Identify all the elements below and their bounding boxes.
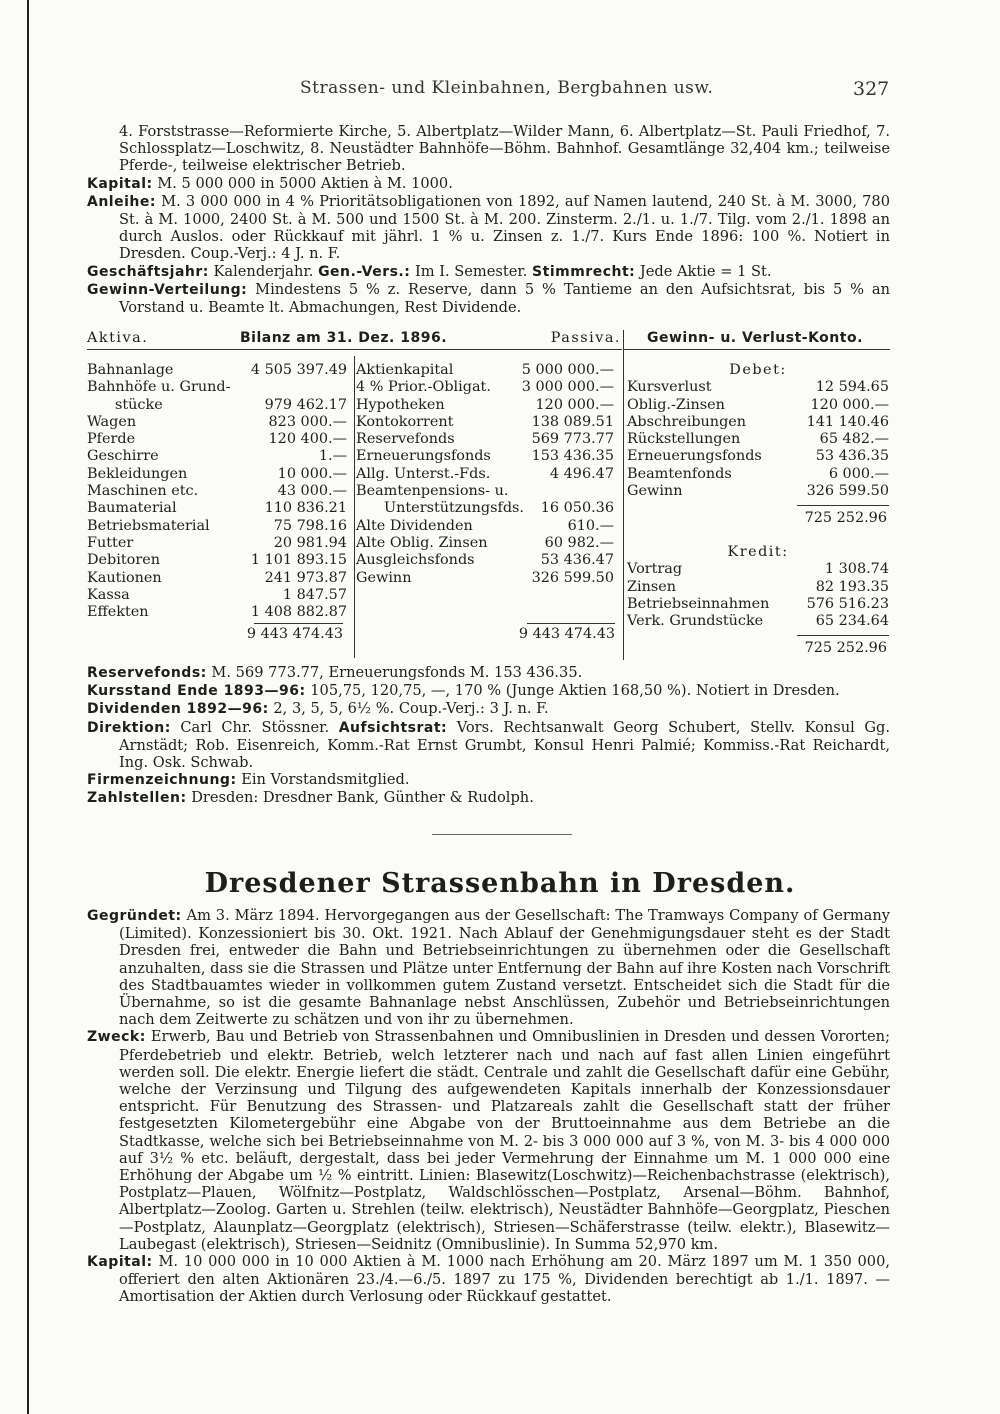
kapital2-text: M. 10 000 000 in 10 000 Aktien à M. 1000 nach Erhöhung am 20. März 1897 um M. 1 350 000, offeriert den alten Aktionären 23./4.—6./5. 1897 zu 175 %, Dividenden berechtigt ab 1./1. 1897. — Amortisation der Aktien durch Verlosung oder Rückkauf gestattet. (119, 1253, 891, 1306)
debet-row (627, 483, 889, 500)
direktion-entry (87, 719, 890, 772)
passiva-row (356, 397, 614, 414)
aktiva-row (87, 483, 347, 500)
kredit-label: Kredit: (727, 544, 789, 560)
debet-row (627, 431, 889, 448)
aktiva-column (87, 362, 347, 621)
debet-total (777, 510, 887, 527)
geschaeftsjahr-label: Geschäftsjahr: (87, 263, 209, 280)
guv-header (647, 330, 890, 347)
aktiva-total-value: 9 443 474.43 (246, 626, 343, 642)
dividenden-text: 2, 3, 5, 5, 6½ %. Coup.-Verj.: 3 J. n. F. (273, 700, 549, 718)
aktiva-row-label: Kassa (87, 586, 130, 603)
gewinn-verteilung-label: Gewinn-Verteilung: (87, 281, 248, 298)
debet-row-value: 53 436.35 (815, 448, 889, 465)
stimmrecht-text: Jede Aktie = 1 St. (639, 262, 772, 280)
aktiva-row (87, 362, 347, 379)
running-header (0, 76, 1000, 106)
aktiva-row (87, 414, 347, 431)
aktiva-row-value: 1 847.57 (282, 586, 347, 603)
aktiva-row-value: 120 400.— (268, 431, 347, 448)
passiva-row-label: Beamtenpensions- u. (356, 483, 509, 500)
passiva-row (356, 448, 614, 465)
passiva-row-value: 153 436.35 (531, 448, 614, 465)
debet-row-value: 6 000.— (828, 465, 889, 482)
kredit-row-label: Vortrag (627, 561, 683, 578)
debet-total-value: 725 252.96 (804, 510, 887, 526)
bilanz-title: Bilanz am 31. Dez. 1896. (240, 330, 448, 346)
aktiva-row-value: 110 836.21 (264, 500, 347, 517)
guv-title: Gewinn- u. Verlust-Konto. (647, 330, 863, 346)
debet-row (627, 448, 889, 465)
aktiva-row-label: Bahnanlage (87, 362, 174, 378)
zahlstellen-entry (87, 789, 890, 807)
passiva-row-label: 4 % Prior.-Obligat. (356, 379, 491, 396)
aktiva-row-label: Bahnhöfe u. Grund- (87, 379, 231, 396)
aktiva-row (87, 397, 347, 414)
passiva-row (356, 362, 614, 379)
reservefonds-text: M. 569 773.77, Erneuerungsfonds M. 153 436.35. (211, 664, 583, 681)
passiva-row-label: Kontokorrent (356, 413, 454, 430)
kredit-total (777, 640, 887, 657)
kapital-entry (87, 175, 890, 193)
gegruendet-entry (87, 907, 890, 1028)
section-separator (432, 834, 572, 835)
debet-row-value: 326 599.50 (806, 483, 889, 500)
aktiva-row-label: Pferde (87, 431, 136, 448)
kredit-row (627, 613, 889, 630)
anleihe-entry (87, 193, 890, 263)
gegruendet-label: Gegründet: (87, 908, 182, 924)
zahlstellen-label: Zahlstellen: (87, 790, 187, 807)
company1-details (87, 123, 890, 316)
direktion-text: Carl Chr. Stössner. (180, 718, 330, 736)
passiva-row-value: 610.— (567, 517, 614, 534)
company1-footer (87, 664, 890, 808)
aktiva-row (87, 448, 347, 465)
kredit-row (627, 561, 889, 578)
aufsichtsrat-label: Aufsichtsrat: (338, 719, 448, 736)
kredit-row (627, 596, 889, 613)
passiva-row (356, 535, 614, 552)
passiva-row-label: Ausgleichsfonds (356, 552, 475, 569)
debet-row-value: 141 140.46 (806, 413, 889, 430)
aktiva-row-value: 823 000.— (268, 413, 347, 430)
passiva-total-rule (527, 623, 615, 624)
dividenden-label: Dividenden 1892—96: (87, 701, 269, 718)
bilanz-top-rule (87, 349, 622, 350)
debet-row (627, 397, 889, 414)
aktiva-row-value: 1 408 882.87 (250, 604, 347, 621)
geschaeftsjahr-text: Kalenderjahr. (213, 262, 314, 280)
kredit-row-label: Betriebseinnahmen (627, 595, 770, 612)
passiva-row-value: 3 000 000.— (521, 379, 614, 396)
reservefonds-entry (87, 664, 890, 682)
balance-sheet (87, 330, 890, 660)
debet-row-label: Beamtenfonds (627, 465, 732, 482)
debet-row-label: Erneuerungsfonds (627, 448, 762, 465)
zweck-label: Zweck: (87, 1029, 146, 1046)
passiva-row-label: Aktienkapital (356, 362, 454, 378)
aktiva-row (87, 552, 347, 569)
kredit-row (627, 579, 889, 596)
debet-row (627, 379, 889, 396)
passiva-row-label: Hypotheken (356, 396, 445, 413)
debet-row (627, 466, 889, 483)
kapital2-label: Kapital: (87, 1254, 153, 1271)
header-title: Strassen- und Kleinbahnen, Bergbahnen usw. (300, 78, 714, 98)
debet-row-label: Kursverlust (627, 379, 712, 396)
kredit-rows (627, 561, 889, 630)
page-number: 327 (853, 78, 890, 100)
gewinn-verteilung-entry (87, 281, 890, 316)
bilanz-mid-rule (354, 356, 355, 658)
gegruendet-text: Am 3. März 1894. Hervorgegangen aus der Gesellschaft: The Tramways Company of Germany (Limited). Konzessioniert bis 30. Okt. 1921. Nach Ablauf der Genehmigungsdauer steht es der Stadt Dresden frei, entweder die Bahn und Betriebseinrichtungen zu übernehmen oder die Gesellschaft anzuhalten, dass sie die Strassen und Plätze unter Entfernung der Bahn auf ihre Kosten nach Vorschrift des Stadtbauamtes wieder in vollkommen gutem Zustand versetzt. Entscheidet sich die Stadt für die Übernahme, so ist die gesamte Bahnanlage nebst Anschlüssen, Zubehör und Betriebseinrichtungen nach dem Zeitwerte zu schätzen und von ihr zu übernehmen. (119, 907, 891, 1029)
aktiva-row (87, 466, 347, 483)
kapital2-entry (87, 1253, 890, 1306)
passiva-row-label: Gewinn (356, 569, 412, 586)
gewinn-verteilung-text: Mindestens 5 % z. Reserve, dann 5 % Tantieme an den Aufsichtsrat, bis 5 % an Vorstand u. Beamte lt. Abmachungen, Rest Dividende. (119, 280, 890, 317)
kredit-row-value: 1 308.74 (824, 561, 889, 578)
debet-section (627, 362, 889, 500)
kredit-row-label: Verk. Grundstücke (627, 613, 764, 630)
lines-paragraph: 4. Forststrasse—Reformierte Kirche, 5. Albertplatz—Wilder Mann, 6. Albertplatz—St. Pauli Friedhof, 7. Schlossplatz—Loschwitz, 8. Neustädter Bahnhöfe—Böhm. Bahnhof. Gesamtlänge 32,404 km.; teilweise Pferde-, teilweise elektrischer Betrieb. (119, 123, 890, 175)
firmenzeichnung-label: Firmenzeichnung: (87, 772, 237, 789)
passiva-row-value: 138 089.51 (531, 413, 614, 430)
page-margin-line (27, 0, 29, 1414)
aktiva-total-rule (254, 623, 343, 624)
kredit-row-value: 82 193.35 (815, 578, 889, 595)
firmenzeichnung-entry (87, 771, 890, 789)
aktiva-row-value: 43 000.— (277, 483, 347, 500)
kursstand-entry (87, 682, 890, 700)
aktiva-row-label: Debitoren (87, 552, 160, 569)
company2-title: Dresdener Strassenbahn in Dresden. (204, 868, 796, 899)
company2-details (87, 907, 890, 1306)
passiva-row-value: 60 982.— (544, 534, 614, 551)
zahlstellen-text: Dresden: Dresdner Bank, Günther & Rudolph. (191, 789, 534, 807)
aktiva-row-label: Effekten (87, 604, 149, 621)
aktiva-row-label: Geschirre (87, 448, 159, 465)
guv-divider (623, 330, 624, 660)
debet-rows (627, 379, 889, 500)
passiva-row-value: 5 000 000.— (521, 362, 614, 378)
debet-total-rule (797, 505, 889, 506)
debet-row-value: 12 594.65 (815, 379, 889, 396)
kredit-total-rule (797, 635, 889, 636)
passiva-total-value: 9 443 474.43 (518, 626, 615, 642)
aktiva-row (87, 518, 347, 535)
bilanz-header (87, 330, 621, 347)
aktiva-row-label: Betriebsmaterial (87, 517, 210, 534)
kapital-text: M. 5 000 000 in 5000 Aktien à M. 1000. (157, 174, 453, 192)
aktiva-row-value: 241 973.87 (264, 569, 347, 586)
aktiva-row (87, 535, 347, 552)
debet-row-value: 65 482.— (819, 431, 889, 448)
debet-row (627, 414, 889, 431)
aktiva-row-label: stücke (115, 396, 163, 413)
firmenzeichnung-text: Ein Vorstandsmitglied. (241, 771, 410, 789)
debet-row-label: Rückstellungen (627, 431, 741, 448)
aktiva-row-value: 20 981.94 (273, 534, 347, 551)
guv-top-rule (624, 349, 890, 350)
passiva-row (356, 518, 614, 535)
kursstand-label: Kursstand Ende 1893—96: (87, 683, 306, 700)
aktiva-row (87, 604, 347, 621)
aktiva-row-label: Futter (87, 534, 134, 551)
aktiva-row (87, 431, 347, 448)
passiva-row-value: 16 050.36 (540, 500, 614, 517)
aktiva-row-value: 1.— (318, 448, 347, 465)
kursstand-text: 105,75, 120,75, —, 170 % (Junge Aktien 168,50 %). Notiert in Dresden. (310, 682, 840, 700)
passiva-row-value: 4 496.47 (549, 465, 614, 482)
debet-row-label: Oblig.-Zinsen (627, 396, 725, 413)
passiva-row-value: 53 436.47 (540, 552, 614, 569)
passiva-row (356, 500, 614, 517)
passiva-row (356, 466, 614, 483)
kredit-row-value: 576 516.23 (806, 595, 889, 612)
aktiva-row (87, 570, 347, 587)
geschaeftsjahr-entry (87, 263, 890, 281)
passiva-row-label: Alte Oblig. Zinsen (356, 534, 488, 551)
zweck-text: Erwerb, Bau und Betrieb von Strassenbahnen und Omnibuslinien in Dresden und dessen Vororten; Pferdebetrieb und elektr. Betrieb, welch letzterer nach und nach auf fast allen Linien eingeführt werden soll. Die elektr. Energie liefert die städt. Centrale und zahlt die Gesellschaft dafür eine Gebühr, welche der Verzinsung und Tilgung des aufgewendeten Kapitals innerhalb der Konzessionsdauer entspricht. Für Benutzung des Strassen- und Platzareals zahlt die Gesellschaft statt der früher festgesetzten Kilometergebühr eine Abgabe von der Bruttoeinnahme aus dem Betriebe an die Stadtkasse, welche sich bei Betriebseinnahme von M. 2- bis 3 000 000 auf 3 %, von M. 3- bis 4 000 000 auf 3½ % etc. beläuft, dergestalt, dass bei jeder Vermehrung der Einnahme um M. 1 000 000 eine Erhöhung der Abgabe um ½ % eintritt. Linien: Blasewitz(Loschwitz)—Reichenbachstrasse (elektrisch), Postplatz—Plauen, Wölfnitz—Postplatz, Waldschlösschen—Postplatz, Arsenal—Böhm. Bahnhof, Albertplatz—Zoolog. Garten u. Strehlen (teilw. elektrisch), Neustädter Bahnhöfe—Georgplatz, Pieschen—Postplatz, Alaunplatz—Georgplatz (elektrisch), Striesen—Schäferstrasse (teilw. elektr.), Blasewitz—Laubegast (elektrisch), Striesen—Seidnitz (Omnibuslinie). In Summa 52,970 km. (119, 1028, 890, 1253)
aktiva-row-label: Wagen (87, 413, 137, 430)
passiva-row-value: 569 773.77 (531, 431, 614, 448)
aktiva-row (87, 500, 347, 517)
aktiva-row-value: 10 000.— (277, 465, 347, 482)
aktiva-row-value: 75 798.16 (273, 517, 347, 534)
reservefonds-label: Reservefonds: (87, 665, 207, 681)
anleihe-text: M. 3 000 000 in 4 % Prioritätsobligationen von 1892, auf Namen lautend, 240 St. à M. 3000, 780 St. à M. 1000, 2400 St. à M. 500 und 1500 St. à M. 200. Zinsterm. 2./1. u. 1./7. Tilg. vom 2./1. 1898 an durch Auslos. oder Rückkauf mit jährl. 1 % u. Zinsen z. 1./7. Kurs Ende 1896: 100 %. Notiert in Dresden. Coup.-Verj.: 4 J. n. F. (119, 192, 890, 263)
aktiva-row-value: 1 101 893.15 (250, 552, 347, 569)
passiva-row-label: Alte Dividenden (356, 517, 473, 534)
passiva-row (356, 552, 614, 569)
aufsichtsrat-text: Vors. Rechtsanwalt Georg Schubert, Stellv. Konsul Gg. Arnstädt; Rob. Eisenreich, Komm.-Rat Ernst Grumbt, Konsul Henri Palmié; Kommiss.-Rat Reichardt, Ing. Osk. Schwab. (119, 718, 891, 772)
passiva-row (356, 379, 614, 396)
stimmrecht-label: Stimmrecht: (532, 263, 636, 280)
genvers-label: Gen.-Vers.: (318, 263, 411, 280)
debet-label: Debet: (729, 362, 787, 378)
kredit-total-value: 725 252.96 (804, 640, 887, 656)
passiva-row-label: Erneuerungsfonds (356, 448, 491, 465)
zweck-entry (87, 1028, 890, 1253)
aktiva-label: Aktiva. (87, 330, 149, 346)
genvers-text: Im I. Semester. (415, 262, 528, 280)
kapital-label: Kapital: (87, 175, 153, 192)
kredit-row-value: 65 234.64 (815, 613, 889, 630)
passiva-row-value: 326 599.50 (531, 569, 614, 586)
dividenden-entry (87, 700, 890, 718)
debet-row-label: Gewinn (627, 483, 683, 500)
passiva-row (356, 431, 614, 448)
passiva-row-value: 120 000.— (535, 396, 614, 413)
passiva-row (356, 570, 614, 587)
passiva-row-label: Unterstützungsfds. (384, 500, 525, 517)
passiva-label: Passiva. (550, 330, 621, 346)
debet-row-label: Abschreibungen (627, 413, 747, 430)
direktion-label: Direktion: (87, 719, 171, 736)
aktiva-row (87, 379, 347, 396)
aktiva-row-label: Kautionen (87, 569, 162, 586)
aktiva-row-value: 979 462.17 (264, 396, 347, 413)
aktiva-row-label: Maschinen etc. (87, 483, 199, 500)
aktiva-total (237, 626, 343, 643)
aktiva-row-label: Bekleidungen (87, 465, 188, 482)
aktiva-row (87, 587, 347, 604)
anleihe-label: Anleihe: (87, 193, 156, 210)
kredit-row-label: Zinsen (627, 578, 677, 595)
passiva-total (507, 626, 615, 643)
passiva-row-label: Allg. Unterst.-Fds. (356, 465, 491, 482)
passiva-row (356, 483, 614, 500)
aktiva-row-value: 4 505 397.49 (250, 362, 347, 378)
debet-row-value: 120 000.— (810, 396, 889, 413)
aktiva-row-label: Baumaterial (87, 500, 177, 517)
passiva-row (356, 414, 614, 431)
passiva-row-label: Reservefonds (356, 431, 455, 448)
kredit-section (627, 544, 889, 630)
passiva-column (356, 362, 614, 587)
